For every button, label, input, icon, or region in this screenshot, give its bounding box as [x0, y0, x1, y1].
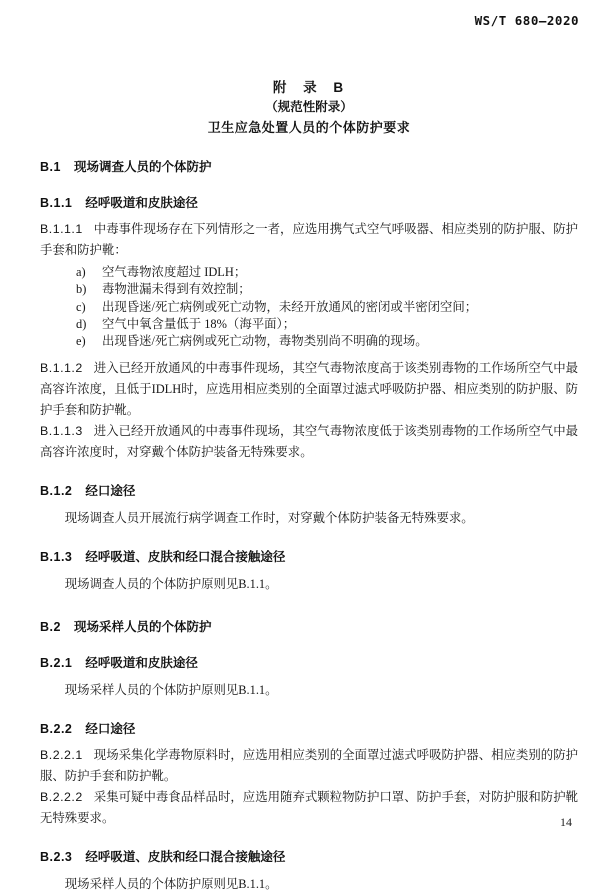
- body-paragraph-b1-2: 现场调查人员开展流行病学调查工作时，对穿戴个体防护装备无特殊要求。: [64, 511, 474, 526]
- heading-b2: [40, 620, 578, 635]
- clause-title: 经呼吸道、皮肤和经口混合接触途径: [85, 550, 286, 565]
- list-item: [40, 316, 578, 333]
- list-item: [40, 299, 578, 316]
- list-item: [40, 281, 578, 298]
- page-content: [40, 0, 578, 895]
- clause-text: 进入已经开放通风的中毒事件现场，其空气毒物浓度高于该类别毒物的工作场所空气中最高容许浓度，且低于IDLH时，应选用相应类别的全面罩过滤式呼吸防护器、相应类别的防护服、防护手套和防护靴。: [40, 361, 578, 418]
- condition-list: [40, 264, 578, 350]
- clause-b1-1-2: [40, 358, 578, 421]
- clause-text: 中毒事件现场存在下列情形之一者，应选用携气式空气呼吸器、相应类别的防护服、防护手套和防护靴：: [40, 222, 578, 257]
- clause-number: B.1.1.1: [40, 222, 83, 236]
- list-item: [40, 333, 578, 350]
- clause-title: 经呼吸道、皮肤和经口混合接触途径: [85, 850, 286, 865]
- clause-number: B.1.3: [40, 550, 73, 565]
- clause-text: 进入已经开放通风的中毒事件现场，其空气毒物浓度低于该类别毒物的工作场所空气中最高容许浓度时，对穿戴个体防护装备无特殊要求。: [40, 424, 578, 460]
- clause-title: 经呼吸道和皮肤途径: [85, 196, 198, 210]
- standard-code: WS/T 680—2020: [474, 13, 579, 28]
- clause-b1-1-3: [40, 421, 578, 463]
- appendix-title-line3: 卫生应急处置人员的个体防护要求: [207, 120, 411, 135]
- appendix-title-line1: 附 录 B: [272, 80, 346, 95]
- list-item-label: e): [76, 334, 86, 349]
- clause-number: B.1.2: [40, 484, 73, 499]
- list-item-text: 出现昏迷/死亡病例或死亡动物，毒物类别尚不明确的现场。: [102, 334, 428, 349]
- list-item-text: 出现昏迷/死亡病例或死亡动物，未经开放通风的密闭或半密闭空间；: [102, 299, 478, 314]
- clause-text: 现场采集化学毒物原料时，应选用相应类别的全面罩过滤式呼吸防护器、相应类别的防护服、防护手套和防护靴。: [40, 748, 578, 784]
- list-item-text: 毒物泄漏未得到有效控制；: [102, 282, 251, 297]
- clause-number: B.1.1.2: [40, 361, 83, 376]
- list-item-label: a): [76, 265, 86, 279]
- body-paragraph-b2-1: 现场采样人员的个体防护原则见B.1.1。: [64, 683, 278, 698]
- heading-b2-3: [40, 850, 578, 865]
- list-item-label: d): [76, 316, 87, 331]
- clause-b2-2-1: [40, 745, 578, 787]
- clause-number: B.2: [40, 620, 61, 635]
- clause-title: 经口途径: [85, 484, 136, 499]
- clause-number: B.1.1: [40, 196, 73, 210]
- appendix-title-line2: （规范性附录）: [265, 100, 353, 114]
- heading-b1-1: [40, 196, 578, 211]
- list-item-label: b): [76, 282, 87, 297]
- heading-b1-2: [40, 484, 578, 499]
- heading-b1: [40, 160, 578, 175]
- clause-title: 经呼吸道和皮肤途径: [85, 656, 198, 671]
- heading-b2-1: [40, 656, 578, 671]
- clause-number: B.1: [40, 160, 61, 174]
- heading-b2-2: [40, 722, 578, 737]
- clause-b1-1-1: [40, 219, 578, 261]
- appendix-title-block: [40, 0, 578, 135]
- clause-title: 现场调查人员的个体防护: [73, 160, 212, 174]
- list-item-label: c): [76, 299, 86, 314]
- body-paragraph-b1-3: 现场调查人员的个体防护原则见B.1.1。: [64, 577, 278, 592]
- clause-text: 采集可疑中毒食品样品时，应选用随弃式颗粒物防护口罩、防护手套，对防护服和防护靴无特殊要求。: [40, 790, 578, 826]
- list-item-text: 空气毒物浓度超过 IDLH；: [102, 265, 247, 279]
- clause-b2-2-2: [40, 787, 578, 829]
- clause-number: B.1.1.3: [40, 424, 83, 439]
- clause-number: B.2.1: [40, 656, 73, 671]
- clause-number: B.2.2.2: [40, 790, 83, 805]
- heading-b1-3: [40, 550, 578, 565]
- clause-number: B.2.2.1: [40, 748, 83, 763]
- list-item-text: 空气中氧含量低于 18%（海平面）；: [102, 316, 296, 331]
- clause-number: B.2.3: [40, 850, 73, 865]
- clause-title: 现场采样人员的个体防护: [73, 620, 212, 635]
- page-number: 14: [560, 815, 572, 829]
- clause-number: B.2.2: [40, 722, 73, 737]
- clause-title: 经口途径: [85, 722, 136, 737]
- body-paragraph-b2-3: 现场采样人员的个体防护原则见B.1.1。: [64, 877, 278, 892]
- list-item: [40, 264, 578, 281]
